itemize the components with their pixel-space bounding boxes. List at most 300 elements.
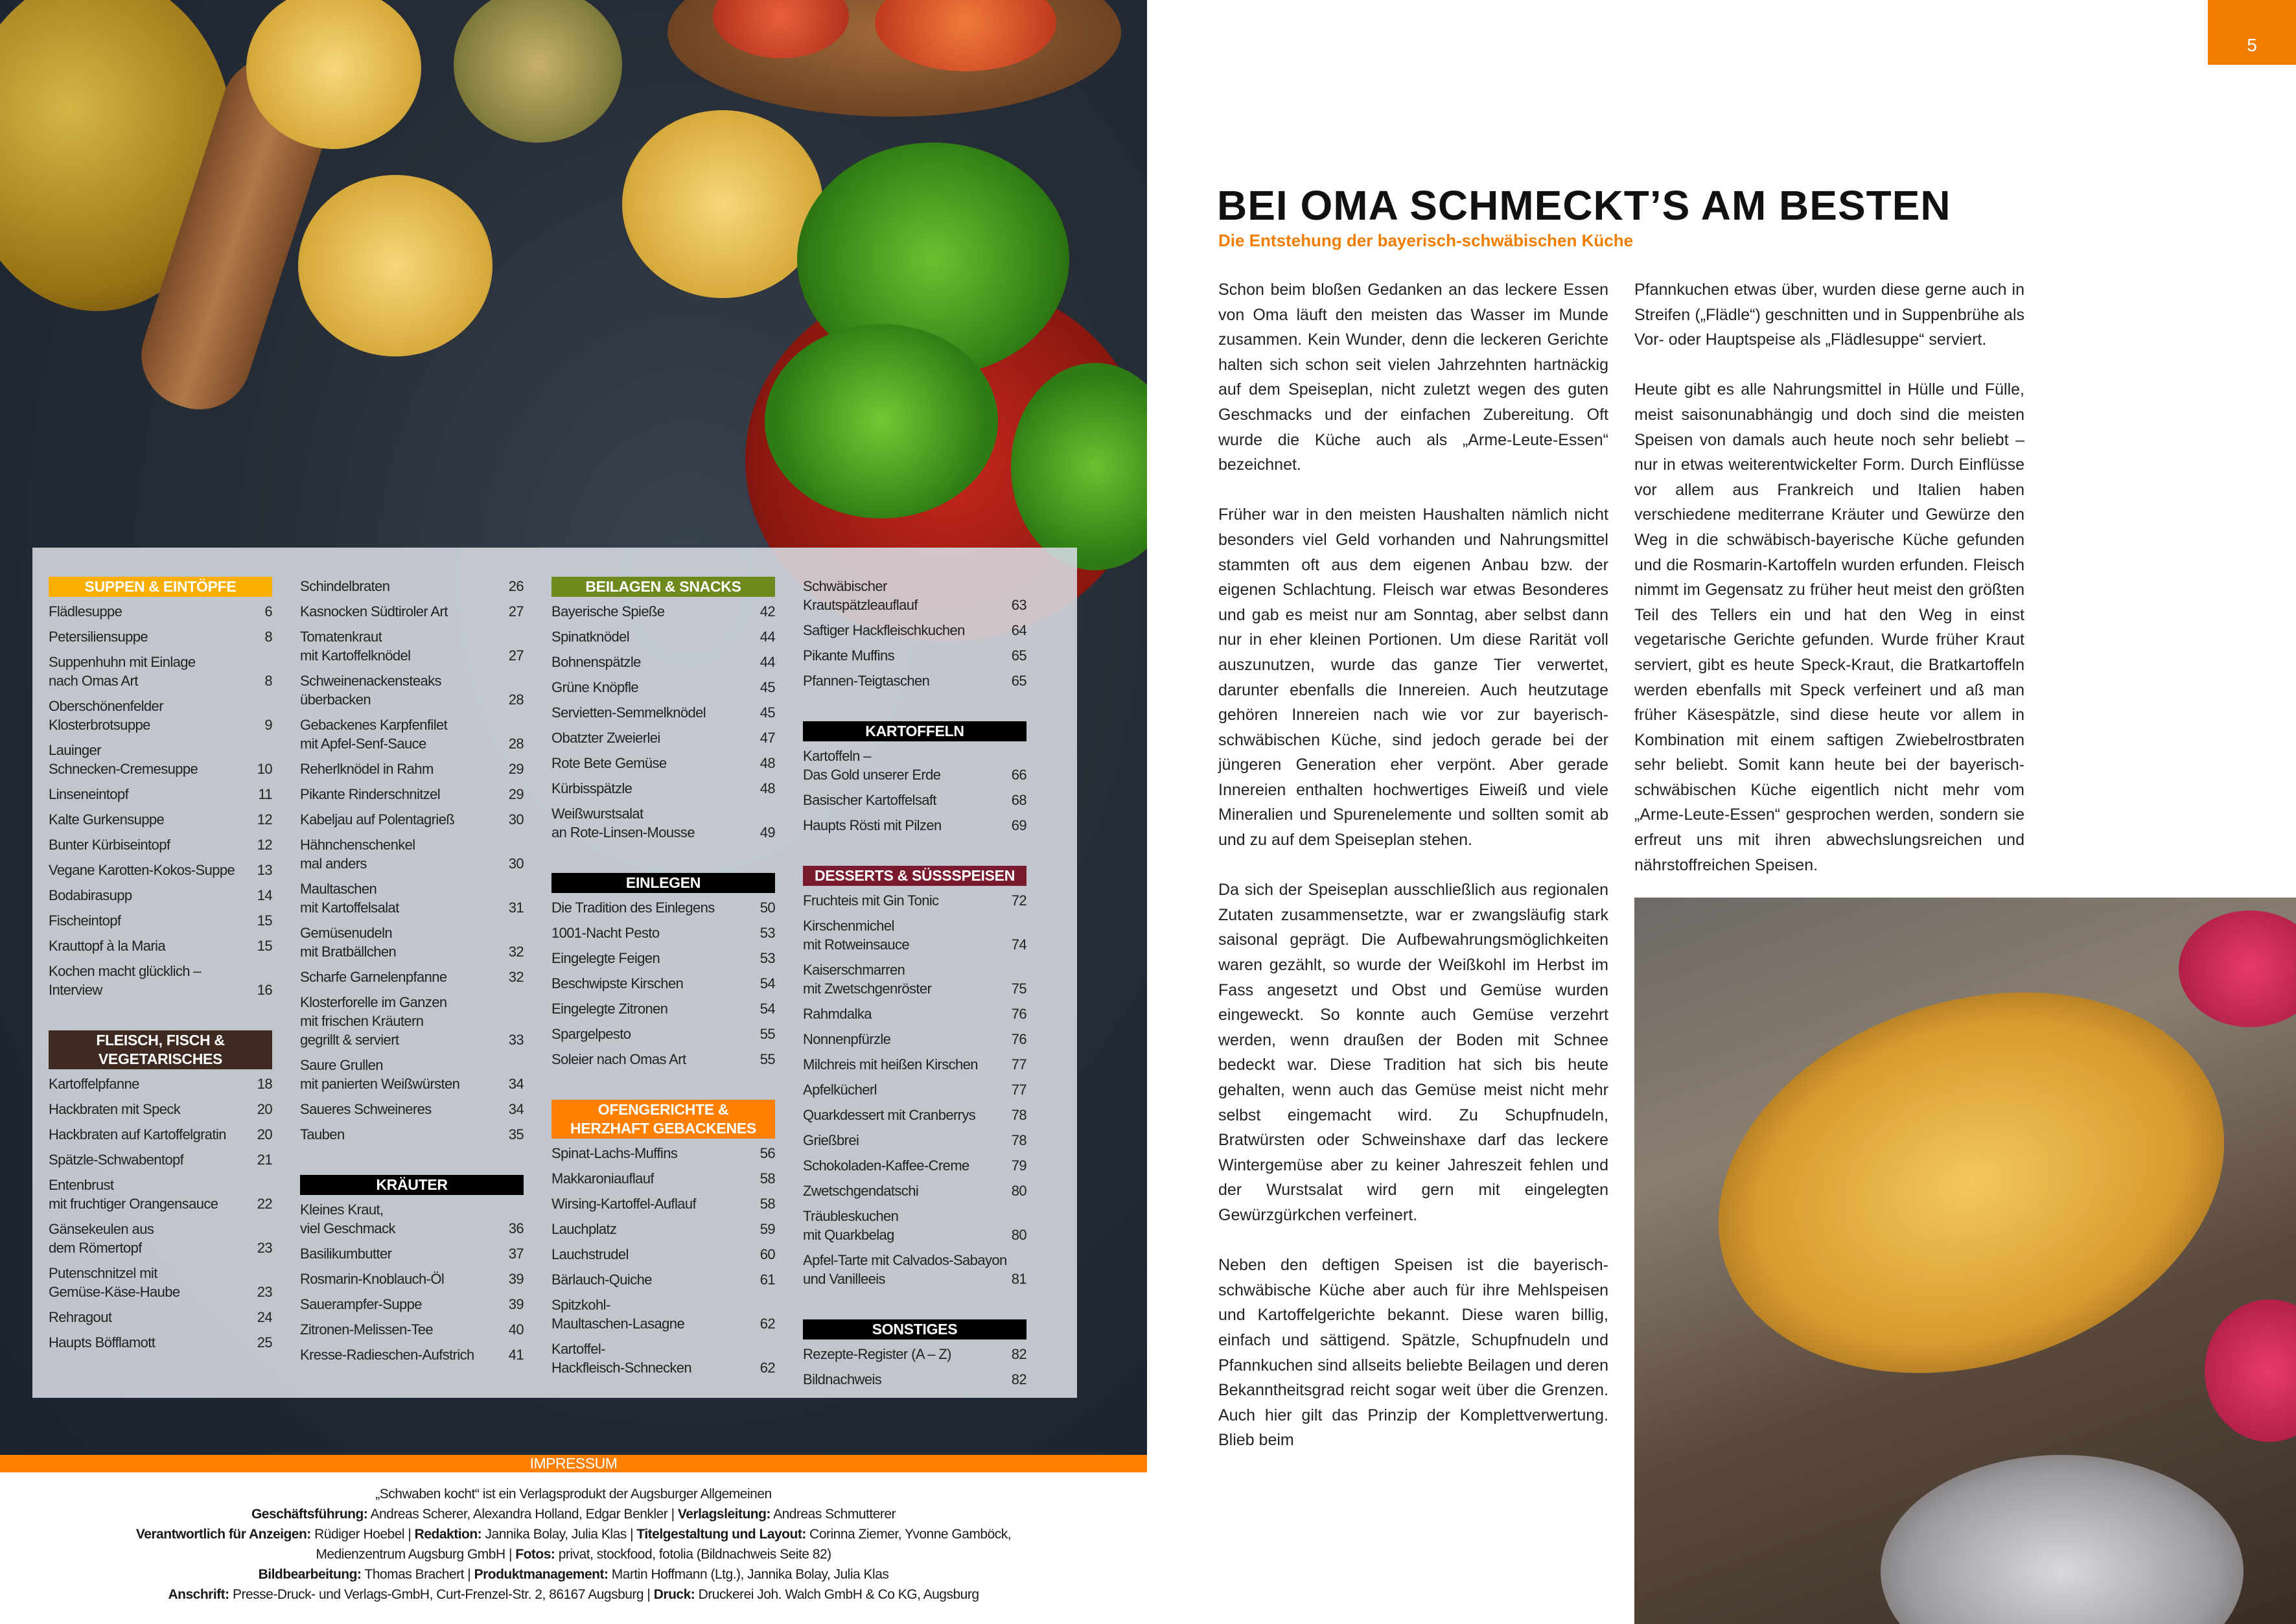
toc-entry[interactable] — [551, 728, 775, 747]
toc-entry-title: Lauinger Schnecken-Cremesuppe — [49, 742, 198, 777]
impressum-line — [0, 1564, 1147, 1584]
toc-entry-page: 49 — [760, 824, 775, 841]
toc-section — [551, 577, 775, 848]
article-paragraph: Heute gibt es alle Nahrungsmittel in Hülle und Fülle, meist saisonunabhängig und doch sind die meisten Speisen von damals auch heute noch sehr beliebt – nur in etwas weiterentwickelter Form. Durch Einflüsse vor allem aus Frankreich und Italien haben verschiedene mediterrane Kräuter und Gewürze den Weg in die schwäbisch-bayerische Küche gefunden und die Rosmarin-Kartoffeln wurden erfunden. Fleisch nimmt im Gegensatz zu früher heut meist den größten Teil des Tellers ein und hat den Weg in einst vegetarische Gerichte gefunden. Wurde früher Kraut serviert, gibt es heute Speck-Kraut, die Bratkartoffeln werden ebenfalls mit Speck verfeinert und aß man früher Käsespätzle, sind diese heute vor allem in Kombination mit einem saftigen Zwiebelrostbraten sehr beliebt. Somit kann heute bei der bayerisch-schwäbischen Küche eigentlich nicht mehr vom „Arme-Leute-Essen“ gesprochen werden, sondern sie erfreut uns mit ihren abwechslungsreichen und nährstoffreichen Speisen. — [1634, 380, 2024, 874]
toc-entry-title: Kleines Kraut, viel Geschmack — [300, 1201, 395, 1236]
toc-entry-title: Apfel-Tarte mit Calvados-Sabayon und Vanilleeis — [803, 1252, 1007, 1287]
toc-entry-page: 23 — [257, 1240, 272, 1256]
impressum-value: Druckerei Joh. Walch GmbH & Co KG, Augsburg — [695, 1587, 979, 1602]
toc-entry-title: Saftiger Hackfleischkuchen — [803, 622, 965, 638]
toc-entry-title: Kürbisspätzle — [551, 780, 632, 796]
toc-entry[interactable] — [300, 1320, 524, 1339]
toc-section — [300, 1175, 524, 1371]
impressum-value: Thomas Brachert | — [361, 1567, 474, 1582]
toc-entry[interactable] — [49, 741, 272, 778]
toc-entry-page: 8 — [264, 629, 272, 645]
toc-entry-page: 44 — [760, 654, 775, 670]
toc-entry-title: Basilikumbutter — [300, 1246, 392, 1262]
toc-entry[interactable] — [803, 1345, 1026, 1363]
impressum-label: Verantwortlich für Anzeigen: — [135, 1527, 311, 1542]
article-paragraph: Schon beim bloßen Gedanken an das leckere Essen von Oma läuft den meisten das Wasser im Munde zusammen. Kein Wunder, denn die leckeren Gerichte halten sich schon seit vielen Jahrzehnten hartnäckig auf dem Speiseplan, nicht zuletzt wegen des guten Geschmacks und der einfachen Zubereitung. Oft wurde die Küche auch als „Arme-Leute-Essen“ bezeichnet. — [1218, 281, 1608, 474]
toc-entry[interactable] — [551, 1050, 775, 1069]
toc-entry[interactable] — [551, 779, 775, 798]
toc-entry-title: Bildnachweis — [803, 1371, 882, 1387]
toc-entry[interactable] — [551, 627, 775, 646]
toc-entry-title: Obatzter Zweierlei — [551, 730, 660, 746]
toc-entry[interactable] — [803, 1106, 1026, 1124]
toc-entry[interactable] — [49, 1125, 272, 1144]
left-page — [0, 0, 1147, 1624]
toc-entry[interactable] — [49, 962, 272, 999]
toc-section — [803, 866, 1026, 1295]
toc-entry[interactable] — [49, 627, 272, 646]
toc-entry-page: 48 — [760, 780, 775, 796]
toc-entry-title: Basischer Kartoffelsaft — [803, 792, 936, 808]
toc-column — [49, 577, 272, 1398]
toc-entry-title: Reherlknödel in Rahm — [300, 761, 434, 777]
toc-entry-title: Fruchteis mit Gin Tonic — [803, 892, 939, 909]
toc-entry-page: 16 — [257, 982, 272, 998]
toc-entry-title: Rote Bete Gemüse — [551, 755, 667, 771]
toc-entry-title: Quarkdessert mit Cranberrys — [803, 1107, 976, 1123]
toc-entry[interactable] — [49, 835, 272, 854]
toc-entry-title: Hähnchenschenkel mal anders — [300, 837, 415, 872]
toc-section-heading: OFENGERICHTE & HERZHAFT GEBACKENES — [551, 1100, 775, 1139]
toc-entry[interactable] — [803, 1156, 1026, 1175]
impressum-label: Verlagsleitung: — [677, 1507, 771, 1522]
toc-entry[interactable] — [551, 923, 775, 942]
toc-entry-page: 79 — [1011, 1157, 1026, 1174]
impressum-label: Geschäftsführung: — [251, 1507, 368, 1522]
toc-entry[interactable] — [300, 715, 524, 753]
toc-entry[interactable] — [300, 785, 524, 804]
toc-entry-page: 82 — [1011, 1371, 1026, 1387]
toc-entry[interactable] — [300, 879, 524, 917]
toc-entry-page: 15 — [257, 912, 272, 929]
toc-entry-page: 54 — [760, 1001, 775, 1017]
toc-entry[interactable] — [551, 1270, 775, 1289]
toc-entry-page: 28 — [508, 736, 524, 752]
toc-entry-page: 80 — [1011, 1227, 1026, 1243]
toc-entry-title: Kaiserschmarren mit Zwetschgenröster — [803, 962, 932, 997]
toc-entry[interactable] — [803, 891, 1026, 910]
toc-entry[interactable] — [300, 993, 524, 1049]
toc-entry[interactable] — [551, 1144, 775, 1163]
toc-entry[interactable] — [49, 1220, 272, 1257]
toc-entry[interactable] — [551, 1025, 775, 1043]
toc-entry-page: 26 — [508, 578, 524, 594]
toc-entry[interactable] — [49, 1150, 272, 1169]
toc-entry-title: Kartoffeln – Das Gold unserer Erde — [803, 748, 941, 783]
toc-section-heading: SONSTIGES — [803, 1319, 1026, 1340]
toc-entry-title: Hackbraten auf Kartoffelgratin — [49, 1126, 226, 1143]
toc-entry-title: Lauchstrudel — [551, 1246, 629, 1262]
toc-entry-title: Klosterforelle im Ganzen mit frischen Kräutern gegrillt & serviert — [300, 994, 447, 1048]
toc-section — [300, 577, 524, 1150]
toc-entry-page: 12 — [257, 811, 272, 828]
toc-entry-page: 62 — [760, 1316, 775, 1332]
toc-entry-title: Apfelkücherl — [803, 1082, 877, 1098]
toc-entry-page: 65 — [1011, 673, 1026, 689]
impressum-value: Martin Hoffmann (Ltg.), Jannika Bolay, Julia Klas — [608, 1567, 889, 1582]
table-of-contents — [32, 548, 1077, 1398]
toc-entry-title: Pikante Muffins — [803, 647, 895, 664]
toc-entry-page: 31 — [508, 899, 524, 916]
toc-entry-title: Maultaschen mit Kartoffelsalat — [300, 881, 399, 916]
toc-entry-title: Fischeintopf — [49, 912, 121, 929]
impressum-value: Corinna Ziemer, Yvonne Gamböck, — [806, 1527, 1012, 1542]
toc-entry-page: 34 — [508, 1101, 524, 1117]
toc-section — [803, 577, 1026, 697]
toc-entry-title: Spargelpesto — [551, 1026, 631, 1042]
toc-entry[interactable] — [49, 1176, 272, 1213]
toc-entry[interactable] — [300, 1125, 524, 1144]
impressum-text — [0, 1484, 1147, 1605]
toc-entry-page: 34 — [508, 1076, 524, 1092]
toc-entry-page: 55 — [760, 1026, 775, 1042]
toc-entry-title: Spätzle-Schwabentopf — [49, 1152, 184, 1168]
toc-entry-page: 32 — [508, 944, 524, 960]
toc-entry-page: 81 — [1011, 1271, 1026, 1287]
toc-entry[interactable] — [300, 760, 524, 778]
toc-entry-page: 53 — [760, 950, 775, 966]
toc-entry[interactable] — [803, 1181, 1026, 1200]
toc-entry-title: Saure Grullen mit panierten Weißwürsten — [300, 1057, 460, 1092]
toc-entry-title: Kartoffel- Hackfleisch-Schnecken — [551, 1341, 692, 1376]
toc-entry[interactable] — [803, 1370, 1026, 1389]
toc-entry-page: 80 — [1011, 1183, 1026, 1199]
toc-section — [49, 577, 272, 1006]
impressum-value: privat, stockfood, fotolia (Bildnachweis Seite 82) — [555, 1547, 831, 1562]
toc-entry[interactable] — [49, 1264, 272, 1301]
toc-entry-page: 20 — [257, 1101, 272, 1117]
article-paragraph: Pfannkuchen etwas über, wurden diese gerne auch in Streifen („Flädle“) geschnitten und in Suppenbrühe als Vor- oder Hauptspeise als „Flädlesuppe“ serviert. — [1634, 281, 2024, 349]
toc-entry-title: Rezepte-Register (A – Z) — [803, 1346, 951, 1362]
toc-entry-page: 78 — [1011, 1107, 1026, 1123]
toc-entry-title: Spinatknödel — [551, 629, 630, 645]
toc-entry[interactable] — [803, 1131, 1026, 1150]
toc-entry[interactable] — [49, 1333, 272, 1352]
toc-entry-title: Bohnenspätzle — [551, 654, 641, 670]
toc-entry-page: 53 — [760, 925, 775, 941]
toc-entry[interactable] — [551, 974, 775, 993]
toc-entry-page: 21 — [257, 1152, 272, 1168]
toc-entry[interactable] — [803, 747, 1026, 784]
toc-entry-page: 39 — [508, 1271, 524, 1287]
toc-entry-page: 59 — [760, 1221, 775, 1237]
toc-entry[interactable] — [551, 703, 775, 722]
toc-section-heading: FLEISCH, FISCH & VEGETARISCHES — [49, 1030, 272, 1069]
toc-entry[interactable] — [551, 754, 775, 772]
toc-entry[interactable] — [300, 577, 524, 596]
toc-section-heading: SUPPEN & EINTÖPFE — [49, 577, 272, 597]
toc-entry-page: 56 — [760, 1145, 775, 1161]
article-column-2 — [1634, 277, 2024, 903]
toc-section-heading: KRÄUTER — [300, 1175, 524, 1195]
toc-entry[interactable] — [803, 1080, 1026, 1099]
toc-entry-title: Pfannen-Teigtaschen — [803, 673, 930, 689]
toc-entry-title: Haupts Böfflamott — [49, 1334, 156, 1351]
toc-entry-title: Weißwurstsalat an Rote-Linsen-Mousse — [551, 806, 695, 841]
article-column-1 — [1218, 277, 1608, 1478]
toc-entry-title: Rehragout — [49, 1309, 112, 1325]
toc-entry[interactable] — [803, 646, 1026, 665]
toc-entry[interactable] — [551, 804, 775, 842]
toc-entry-page: 30 — [508, 811, 524, 828]
pancake-stack-photo — [1634, 898, 2296, 1624]
toc-entry-page: 69 — [1011, 817, 1026, 833]
toc-entry[interactable] — [551, 678, 775, 697]
toc-section-heading: DESSERTS & SÜSSSPEISEN — [803, 866, 1026, 886]
toc-entry-title: Bodabirasupp — [49, 887, 132, 903]
impressum-value: „Schwaben kocht“ ist ein Verlagsprodukt der Augsburger Allgemeinen — [375, 1487, 772, 1502]
toc-entry[interactable] — [49, 602, 272, 621]
toc-entry-page: 50 — [760, 899, 775, 916]
toc-entry-page: 8 — [264, 673, 272, 689]
toc-entry-page: 72 — [1011, 892, 1026, 909]
toc-entry-title: Milchreis mit heißen Kirschen — [803, 1056, 978, 1073]
toc-entry-title: Sauerampfer-Suppe — [300, 1296, 422, 1312]
toc-entry-title: Grüne Knöpfle — [551, 679, 639, 695]
toc-entry-page: 64 — [1011, 622, 1026, 638]
toc-entry-page: 24 — [257, 1309, 272, 1325]
toc-entry[interactable] — [300, 1200, 524, 1238]
toc-entry[interactable] — [803, 791, 1026, 809]
toc-entry-title: Kresse-Radieschen-Aufstrich — [300, 1347, 474, 1363]
toc-entry-page: 61 — [760, 1271, 775, 1288]
toc-entry-title: Gemüsenudeln mit Bratbällchen — [300, 925, 397, 960]
article-paragraph: Früher war in den meisten Haushalten nämlich nicht besonders viel Geld vorhanden und Nahrungsmittel stammten oft aus dem eigenen Anbau bzw. der eigenen Schlachtung. Fleisch war etwas Besonderes und gab es meist nur am Sonntag, aber selbst dann nur in eher kleinen Portionen. Um diese Rarität voll auszunutzen, wurde das ganze Tier verwertet, darunter ebenfalls die Innereien. Auch heutzutage gehören Innereien nach wie vor zur bayerisch-schwäbischen Küche, sind jedoch gerade bei der jüngeren Generation eher verpönt. Aber gerade Innereien enthalten hochwertiges Eiweiß und viele Mineralien und Spurenelemente und sollten somit ab und zu auf dem Speiseplan stehen. — [1218, 505, 1608, 850]
toc-entry[interactable] — [300, 1345, 524, 1364]
toc-entry[interactable] — [300, 810, 524, 829]
article-title: BEI OMA SCHMECKT’S AM BESTEN — [1217, 182, 1951, 229]
impressum-line — [0, 1484, 1147, 1504]
impressum-value: Andreas Scherer, Alexandra Holland, Edgar Benkler | — [367, 1507, 678, 1522]
toc-entry-page: 66 — [1011, 767, 1026, 783]
toc-entry-title: Flädlesuppe — [49, 603, 122, 620]
toc-section — [803, 1319, 1026, 1395]
toc-entry-page: 23 — [257, 1284, 272, 1300]
toc-entry-title: Hackbraten mit Speck — [49, 1101, 181, 1117]
toc-entry[interactable] — [300, 627, 524, 665]
impressum-label: Produktmanagement: — [474, 1567, 609, 1582]
toc-entry[interactable] — [300, 923, 524, 961]
toc-entry-title: Rosmarin-Knoblauch-Öl — [300, 1271, 445, 1287]
toc-entry-page: 22 — [257, 1196, 272, 1212]
toc-entry[interactable] — [300, 671, 524, 709]
toc-entry-title: Vegane Karotten-Kokos-Suppe — [49, 862, 235, 878]
article-paragraph: Da sich der Speiseplan ausschließlich aus regionalen Zutaten zusammensetzte, war er zwangsläufig stark saisonal geprägt. Die Aufbewahrungsmöglichkeiten waren gezählt, so wurde der Weißkohl im Herbst im Fass angesetzt und Obst und Gemüse wurden eingeweckt. So konnte auch Gemüse verzehrt werden, wenn draußen der Boden mit Schnee bedeckt war. Diese Tradition hat sich bis heute gehalten, wenn auch das Gemüse meist nicht mehr selbst eingemacht wird. Zu Schupfnudeln, Bratwürsten oder Schweinshaxe darf das leckere Wintergemüse aber zu keiner Jahreszeit fehlen und der Wurstsalat wird gern mit eingelegten Gewürzgürkchen verfeinert. — [1218, 881, 1608, 1224]
toc-entry[interactable] — [49, 697, 272, 734]
toc-entry[interactable] — [49, 1308, 272, 1327]
toc-entry[interactable] — [803, 621, 1026, 640]
toc-entry[interactable] — [551, 1340, 775, 1377]
article-subtitle: Die Entstehung der bayerisch-schwäbischen Küche — [1218, 231, 1634, 250]
toc-entry[interactable] — [551, 898, 775, 917]
toc-entry-title: Scharfe Garnelenpfanne — [300, 969, 447, 985]
toc-entry-title: Servietten-Semmelknödel — [551, 704, 706, 721]
toc-entry[interactable] — [49, 653, 272, 690]
toc-entry-page: 44 — [760, 629, 775, 645]
toc-entry-title: Kasnocken Südtiroler Art — [300, 603, 448, 620]
toc-entry[interactable] — [49, 861, 272, 879]
toc-entry[interactable] — [803, 1251, 1026, 1288]
toc-entry-page: 25 — [257, 1334, 272, 1351]
toc-entry-page: 27 — [508, 647, 524, 664]
toc-entry-title: Lauchplatz — [551, 1221, 617, 1237]
toc-entry-page: 60 — [760, 1246, 775, 1262]
toc-section — [551, 1100, 775, 1384]
toc-entry-page: 35 — [508, 1126, 524, 1143]
toc-entry[interactable] — [551, 1295, 775, 1333]
toc-entry-page: 77 — [1011, 1082, 1026, 1098]
toc-entry[interactable] — [300, 1244, 524, 1263]
impressum-line — [0, 1524, 1147, 1544]
toc-entry[interactable] — [300, 1100, 524, 1119]
toc-entry-page: 47 — [760, 730, 775, 746]
toc-entry-title: Pikante Rinderschnitzel — [300, 786, 441, 802]
toc-entry[interactable] — [551, 999, 775, 1018]
toc-entry-title: Beschwipste Kirschen — [551, 975, 684, 992]
toc-entry-page: 42 — [760, 603, 775, 620]
toc-entry-title: Bunter Kürbiseintopf — [49, 837, 170, 853]
toc-entry-page: 28 — [508, 691, 524, 708]
toc-entry-page: 41 — [508, 1347, 524, 1363]
toc-entry[interactable] — [49, 886, 272, 905]
toc-entry-title: Kalte Gurkensuppe — [49, 811, 165, 828]
toc-section — [551, 873, 775, 1075]
toc-entry-page: 15 — [257, 938, 272, 954]
toc-entry-title: Spinat-Lachs-Muffins — [551, 1145, 678, 1161]
impressum-label: Anschrift: — [168, 1587, 229, 1602]
toc-entry-title: Gebackenes Karpfenfilet mit Apfel-Senf-Sauce — [300, 717, 448, 752]
toc-entry-page: 29 — [508, 786, 524, 802]
toc-entry[interactable] — [551, 653, 775, 671]
toc-entry[interactable] — [551, 949, 775, 968]
toc-entry-page: 58 — [760, 1170, 775, 1187]
toc-entry-title: Grießbrei — [803, 1132, 859, 1148]
toc-entry[interactable] — [803, 1004, 1026, 1023]
toc-entry-page: 29 — [508, 761, 524, 777]
toc-entry-page: 37 — [508, 1246, 524, 1262]
toc-entry[interactable] — [803, 1030, 1026, 1049]
impressum-value: Jannika Bolay, Julia Klas | — [481, 1527, 637, 1542]
toc-entry-title: Rahmdalka — [803, 1006, 872, 1022]
toc-entry-page: 6 — [264, 603, 272, 620]
impressum-line — [0, 1504, 1147, 1524]
right-page — [1147, 0, 2296, 1624]
toc-entry-title: Suppenhuhn mit Einlage nach Omas Art — [49, 654, 196, 689]
toc-entry-title: Tomatenkraut mit Kartoffelknödel — [300, 629, 411, 664]
toc-entry[interactable] — [300, 1056, 524, 1093]
impressum-value: Rüdiger Hoebel | — [310, 1527, 415, 1542]
toc-entry[interactable] — [551, 1220, 775, 1238]
toc-entry[interactable] — [49, 911, 272, 930]
toc-entry[interactable] — [49, 810, 272, 829]
toc-entry-title: Schwäbischer Krautspätzleauflauf — [803, 578, 918, 613]
toc-entry[interactable] — [49, 1074, 272, 1093]
toc-entry-title: Oberschönenfelder Klosterbrotsuppe — [49, 698, 163, 733]
toc-entry-title: Kirschenmichel mit Rotweinsauce — [803, 918, 910, 953]
toc-entry-page: 32 — [508, 969, 524, 985]
toc-entry[interactable] — [300, 1270, 524, 1288]
toc-entry-title: Schweinenackensteaks überbacken — [300, 673, 441, 708]
toc-entry-page: 82 — [1011, 1346, 1026, 1362]
toc-entry[interactable] — [803, 1055, 1026, 1074]
toc-entry-page: 40 — [508, 1321, 524, 1338]
toc-entry-page: 63 — [1011, 597, 1026, 613]
toc-entry-title: Zwetschgendatschi — [803, 1183, 919, 1199]
toc-entry-title: Die Tradition des Einlegens — [551, 899, 715, 916]
toc-entry-page: 45 — [760, 704, 775, 721]
toc-entry-title: Kartoffelpfanne — [49, 1076, 139, 1092]
toc-entry-title: Eingelegte Feigen — [551, 950, 660, 966]
toc-entry[interactable] — [551, 1169, 775, 1188]
impressum-value: Presse-Druck- und Verlags-GmbH, Curt-Frenzel-Str. 2, 86167 Augsburg | — [229, 1587, 654, 1602]
toc-entry[interactable] — [803, 816, 1026, 835]
toc-entry-page: 9 — [264, 717, 272, 733]
toc-section-heading: EINLEGEN — [551, 873, 775, 893]
toc-entry[interactable] — [803, 577, 1026, 614]
toc-entry[interactable] — [803, 960, 1026, 998]
toc-entry[interactable] — [300, 1295, 524, 1314]
toc-entry-page: 33 — [508, 1032, 524, 1048]
toc-entry[interactable] — [803, 916, 1026, 954]
toc-entry-title: Krauttopf à la Maria — [49, 938, 165, 954]
toc-entry-title: Spitzkohl- Maultaschen-Lasagne — [551, 1297, 685, 1332]
toc-entry[interactable] — [49, 1100, 272, 1119]
toc-entry-page: 76 — [1011, 1006, 1026, 1022]
toc-entry-page: 62 — [760, 1360, 775, 1376]
toc-entry[interactable] — [49, 785, 272, 804]
page-number: 5 — [2208, 0, 2296, 65]
toc-section — [49, 1030, 272, 1358]
toc-section-heading: KARTOFFELN — [803, 721, 1026, 741]
toc-entry-title: Wirsing-Kartoffel-Auflauf — [551, 1196, 697, 1212]
toc-entry-page: 75 — [1011, 980, 1026, 997]
toc-column — [803, 577, 1026, 1398]
impressum-label: Titelgestaltung und Layout: — [636, 1527, 806, 1542]
toc-entry[interactable] — [803, 671, 1026, 690]
toc-entry-title: Tauben — [300, 1126, 345, 1143]
toc-entry-title: Bayerische Spieße — [551, 603, 665, 620]
toc-entry[interactable] — [551, 1245, 775, 1264]
toc-section-heading: BEILAGEN & SNACKS — [551, 577, 775, 597]
toc-entry-page: 45 — [760, 679, 775, 695]
toc-entry-page: 39 — [508, 1296, 524, 1312]
toc-entry-title: Makkaroniauflauf — [551, 1170, 654, 1187]
impressum-line — [0, 1584, 1147, 1605]
toc-entry[interactable] — [49, 936, 272, 955]
toc-entry[interactable] — [551, 602, 775, 621]
impressum-label: Fotos: — [515, 1547, 555, 1562]
toc-entry-page: 13 — [257, 862, 272, 878]
toc-entry[interactable] — [300, 602, 524, 621]
toc-entry[interactable] — [551, 1194, 775, 1213]
impressum-heading: IMPRESSUM — [0, 1455, 1147, 1472]
toc-entry-page: 30 — [508, 855, 524, 872]
toc-entry-title: Linseneintopf — [49, 786, 129, 802]
toc-entry[interactable] — [300, 835, 524, 873]
impressum-label: Bildbearbeitung: — [258, 1567, 362, 1582]
toc-entry[interactable] — [300, 968, 524, 986]
toc-entry-title: Gänsekeulen aus dem Römertopf — [49, 1221, 154, 1256]
toc-entry-title: Haupts Rösti mit Pilzen — [803, 817, 942, 833]
toc-column — [300, 577, 524, 1398]
toc-entry-title: Eingelegte Zitronen — [551, 1001, 668, 1017]
toc-entry-title: Schokoladen-Kaffee-Creme — [803, 1157, 969, 1174]
toc-entry[interactable] — [803, 1207, 1026, 1244]
